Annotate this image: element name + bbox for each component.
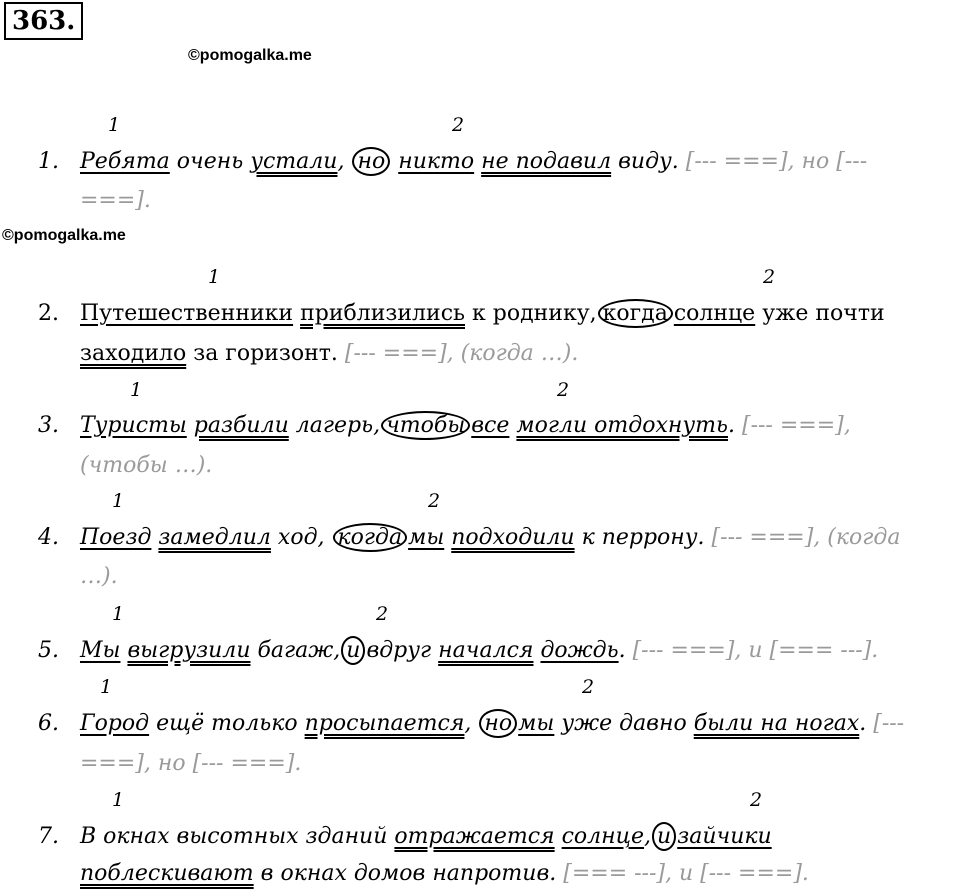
punct: , bbox=[644, 824, 652, 849]
subject: зайчики bbox=[677, 824, 772, 849]
predicate: выгрузили bbox=[127, 638, 251, 663]
punct: . bbox=[859, 711, 867, 736]
word: В окнах высотных зданий bbox=[80, 824, 388, 849]
scheme: [=== ---], и [--- ===]. bbox=[563, 861, 809, 886]
conjunction: но bbox=[352, 147, 390, 176]
predicate: устали bbox=[250, 149, 338, 174]
clause-index: 2 bbox=[763, 266, 776, 288]
predicate: были на ногах bbox=[693, 711, 860, 736]
clause-index: 2 bbox=[428, 490, 441, 512]
subject: Поезд bbox=[80, 525, 152, 550]
word: уже почти bbox=[762, 301, 885, 326]
subject: мы bbox=[408, 525, 445, 550]
word: вдруг bbox=[366, 638, 432, 663]
subject: солнце bbox=[673, 301, 756, 326]
sentence-line bbox=[38, 412, 851, 440]
clause-index: 1 bbox=[108, 114, 121, 136]
sentence-line bbox=[38, 750, 301, 778]
predicate: начался bbox=[438, 638, 534, 663]
predicate: подходили bbox=[451, 525, 575, 550]
item-number: 1. bbox=[38, 149, 59, 174]
conjunction: когда bbox=[333, 523, 408, 552]
predicate: разбили bbox=[193, 413, 289, 438]
word: к роднику, bbox=[472, 301, 597, 326]
subject: Туристы bbox=[80, 413, 187, 438]
subject: Город bbox=[80, 711, 150, 736]
clause-index: 1 bbox=[112, 490, 125, 512]
subject: дождь bbox=[540, 638, 619, 663]
sentence-line bbox=[38, 860, 809, 888]
clause-index: 1 bbox=[112, 789, 125, 811]
word: лагерь, bbox=[295, 413, 381, 438]
sentence-line bbox=[38, 148, 867, 176]
scheme: ===], но [--- ===]. bbox=[80, 751, 302, 776]
clause-index: 1 bbox=[208, 266, 221, 288]
punct: . bbox=[727, 413, 735, 438]
word: за горизонт. bbox=[193, 341, 338, 366]
conjunction: когда bbox=[598, 299, 673, 328]
clause-index: 1 bbox=[130, 379, 143, 401]
scheme: (чтобы …). bbox=[80, 453, 213, 478]
word: ход, bbox=[277, 525, 325, 550]
conjunction: но bbox=[479, 709, 517, 738]
predicate: могли отдохнуть bbox=[516, 413, 728, 438]
predicate: не подавил bbox=[481, 149, 612, 174]
word: уже давно bbox=[561, 711, 687, 736]
predicate: отражается bbox=[394, 824, 555, 849]
word: очень bbox=[176, 149, 244, 174]
subject: мы bbox=[518, 711, 555, 736]
item-number: 5. bbox=[38, 638, 59, 663]
watermark: ©pomogalka.me bbox=[188, 47, 312, 64]
item-number: 2. bbox=[38, 301, 59, 326]
sentence-line bbox=[38, 187, 151, 215]
clause-index: 2 bbox=[557, 379, 570, 401]
scheme: [--- bbox=[873, 711, 905, 736]
punct: . bbox=[618, 638, 626, 663]
clause-index: 1 bbox=[112, 603, 125, 625]
subject: солнце bbox=[561, 824, 645, 849]
sentence-line bbox=[38, 340, 578, 368]
subject: Путешественники bbox=[80, 301, 294, 326]
conjunction: и bbox=[652, 822, 676, 851]
scheme: [--- ===], (когда bbox=[711, 525, 901, 550]
scheme: [--- ===], и [=== ---]. bbox=[632, 638, 879, 663]
clause-index: 1 bbox=[100, 676, 113, 698]
subject: Ребята bbox=[80, 149, 170, 174]
scheme: [--- ===], bbox=[741, 413, 851, 438]
sentence-line bbox=[38, 637, 878, 665]
exercise-number: 363. bbox=[4, 2, 83, 40]
predicate: приблизились bbox=[300, 301, 465, 326]
predicate: поблескивают bbox=[80, 861, 254, 886]
item-number: 7. bbox=[38, 824, 59, 849]
clause-index: 2 bbox=[452, 114, 465, 136]
sentence-line bbox=[38, 563, 118, 591]
word: виду. bbox=[618, 149, 679, 174]
word: багаж, bbox=[257, 638, 341, 663]
predicate: замедлил bbox=[158, 525, 271, 550]
sentence-line bbox=[38, 300, 885, 328]
predicate: просыпается bbox=[304, 711, 465, 736]
sentence-line bbox=[38, 452, 212, 480]
sentence-line bbox=[38, 524, 900, 552]
subject: никто bbox=[398, 149, 475, 174]
punct: , bbox=[464, 711, 472, 736]
item-number: 3. bbox=[38, 413, 59, 438]
subject: Мы bbox=[80, 638, 121, 663]
item-number: 4. bbox=[38, 525, 59, 550]
scheme: [--- ===], но [--- bbox=[685, 149, 868, 174]
scheme: ===]. bbox=[80, 188, 151, 213]
item-number: 6. bbox=[38, 711, 59, 736]
predicate: заходило bbox=[80, 341, 187, 366]
subject: все bbox=[471, 413, 510, 438]
punct: , bbox=[337, 149, 345, 174]
sentence-line bbox=[38, 823, 772, 851]
scheme: [--- ===], (когда …). bbox=[344, 341, 579, 366]
word: к перрону. bbox=[581, 525, 705, 550]
word: ещё только bbox=[156, 711, 298, 736]
sentence-line bbox=[38, 710, 904, 738]
clause-index: 2 bbox=[376, 603, 389, 625]
clause-index: 2 bbox=[750, 789, 763, 811]
scheme: …). bbox=[80, 564, 118, 589]
conjunction: чтобы bbox=[381, 411, 470, 440]
conjunction: и bbox=[341, 636, 365, 665]
word: в окнах домов напротив. bbox=[260, 861, 557, 886]
watermark: ©pomogalka.me bbox=[2, 227, 126, 244]
clause-index: 2 bbox=[582, 676, 595, 698]
